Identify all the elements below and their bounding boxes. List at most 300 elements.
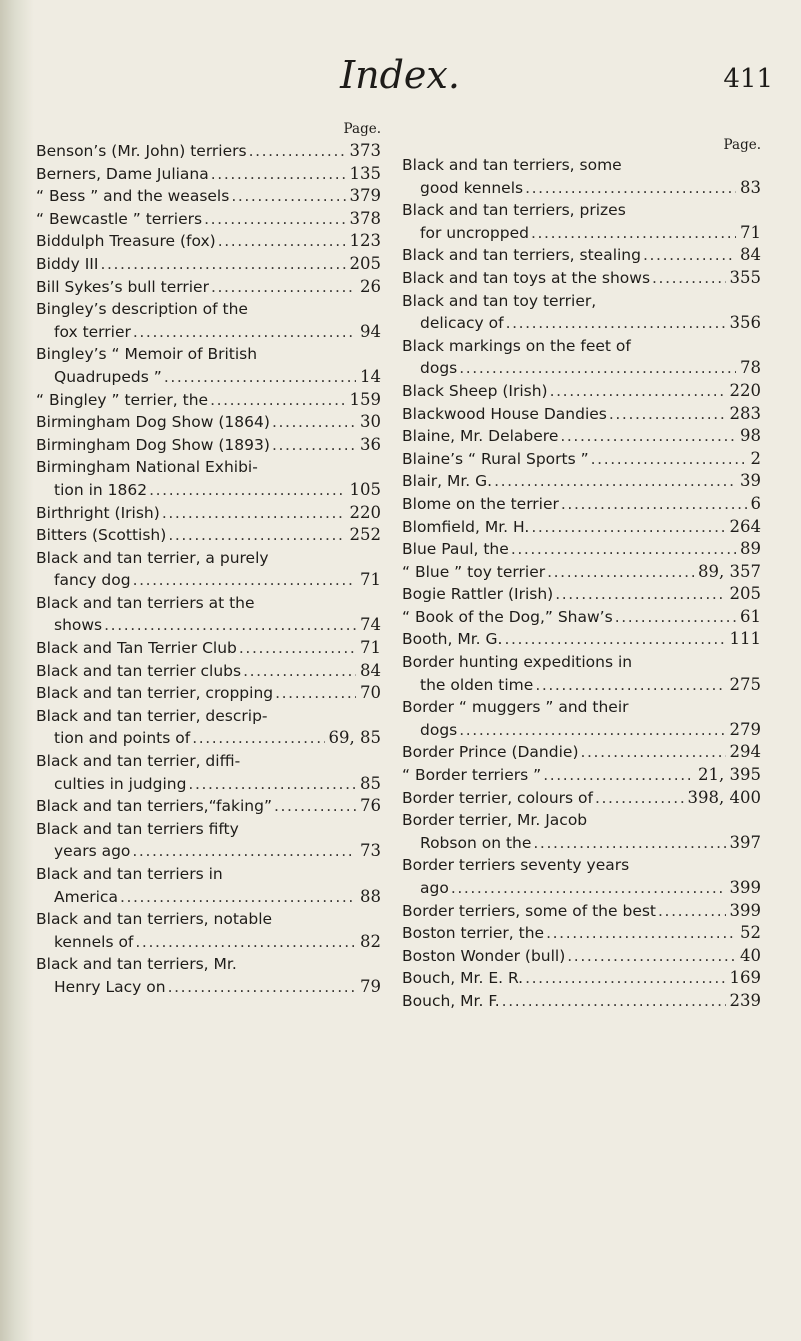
entry-text: Border “ muggers ” and their — [402, 698, 629, 717]
entry-line — [402, 290, 761, 313]
entry-line — [402, 628, 761, 651]
dot-leader — [652, 267, 725, 290]
entry-continuation-line — [402, 222, 761, 245]
dot-leader — [502, 990, 726, 1013]
entry-text: Blaine, Mr. Delabere — [402, 427, 559, 446]
entry-text: “ Border terriers ” — [402, 766, 542, 785]
entry-text: Black and tan toy terrier, — [402, 291, 597, 310]
entry-text: Bingley’s description of the — [36, 300, 248, 319]
dot-leader — [211, 276, 356, 299]
dot-leader — [550, 380, 726, 403]
dot-leader — [135, 931, 356, 954]
entry-text: Blackwood House Dandies — [402, 404, 607, 423]
entry-text: America — [54, 887, 118, 906]
entry-text: Black markings on the feet of — [402, 336, 631, 355]
page-reference: 220 — [729, 380, 761, 400]
page-reference: 105 — [349, 479, 381, 499]
page-reference: 73 — [360, 841, 381, 861]
entry-text: dogs — [420, 359, 458, 378]
entry-line — [402, 199, 761, 222]
entry-text: Blair, Mr. G. — [402, 472, 493, 491]
entry-line — [402, 606, 761, 629]
entry-line — [36, 298, 381, 321]
entry-text: the olden time — [420, 675, 534, 694]
entry-text: Bouch, Mr. E. R. — [402, 969, 524, 988]
index-entry — [402, 990, 761, 1013]
entry-text: Blaine’s “ Rural Sports ” — [402, 449, 589, 468]
dot-leader — [581, 741, 726, 764]
entry-line — [36, 592, 381, 615]
entry-line — [36, 140, 381, 163]
entry-line — [402, 741, 761, 764]
entry-line — [402, 990, 761, 1013]
entry-line — [402, 380, 761, 403]
index-entry — [402, 267, 761, 290]
entry-line — [36, 456, 381, 479]
index-entry — [36, 163, 381, 186]
dot-leader — [120, 886, 356, 909]
entry-text: Black and tan terriers at the — [36, 593, 255, 612]
entry-text: Berners, Dame Juliana — [36, 164, 209, 183]
dot-leader — [595, 787, 684, 810]
page-reference: 205 — [729, 584, 761, 604]
page-reference: 239 — [729, 990, 761, 1010]
dot-leader — [591, 448, 747, 471]
index-entry — [402, 764, 761, 787]
entry-text: Bill Sykes’s bull terrier — [36, 277, 209, 296]
index-entry — [36, 502, 381, 525]
dot-leader — [567, 945, 736, 968]
index-entry — [402, 425, 761, 448]
entry-text: Bitters (Scottish) — [36, 526, 167, 545]
page-reference: 169 — [729, 968, 761, 988]
dot-leader — [243, 660, 356, 683]
index-entry — [402, 154, 761, 199]
entry-text: “ Bess ” and the weasels — [36, 187, 230, 206]
dot-leader — [211, 163, 346, 186]
dot-leader — [560, 425, 736, 448]
entry-continuation-line — [36, 773, 381, 796]
page-reference: 378 — [349, 208, 381, 228]
index-column-left — [36, 120, 381, 999]
entry-line — [36, 276, 381, 299]
page-reference: 399 — [729, 900, 761, 920]
index-entry — [402, 380, 761, 403]
dot-leader — [561, 493, 747, 516]
dot-leader — [555, 583, 725, 606]
index-entry — [36, 276, 381, 299]
index-entry — [402, 922, 761, 945]
entry-line — [402, 244, 761, 267]
entry-text: Border terrier, colours of — [402, 788, 593, 807]
dot-leader — [494, 470, 736, 493]
entry-line — [36, 163, 381, 186]
index-entry — [402, 516, 761, 539]
entry-text: Black and tan terriers, prizes — [402, 201, 626, 220]
entry-continuation-line — [36, 976, 381, 999]
entry-line — [402, 403, 761, 426]
entry-line — [36, 818, 381, 841]
index-column-right — [402, 120, 761, 1013]
page-number: 411 — [723, 64, 773, 94]
entry-text: “ Bewcastle ” terriers — [36, 209, 203, 228]
entry-text: Border terrier, Mr. Jacob — [402, 811, 588, 830]
entry-line — [402, 425, 761, 448]
entry-line — [36, 908, 381, 931]
index-entry — [402, 854, 761, 899]
entry-line — [36, 863, 381, 886]
entry-continuation-line — [36, 886, 381, 909]
entry-line — [402, 583, 761, 606]
entry-text: Boston Wonder (bull) — [402, 946, 566, 965]
entry-text: Black and tan terrier, cropping — [36, 684, 274, 703]
dot-leader — [658, 900, 725, 923]
entry-continuation-line — [36, 366, 381, 389]
index-entry — [36, 863, 381, 908]
entry-text: Benson’s (Mr. John) terriers — [36, 142, 247, 160]
entry-line — [36, 705, 381, 728]
entry-text: Bogie Rattler (Irish) — [402, 585, 554, 604]
entry-line — [402, 651, 761, 674]
page-edge-shadow — [0, 0, 34, 1341]
page-reference: 74 — [360, 615, 381, 635]
page-reference: 14 — [360, 366, 381, 386]
index-entry — [402, 448, 761, 471]
page-reference: 98 — [740, 426, 761, 446]
entry-text: Booth, Mr. G. — [402, 630, 503, 649]
entry-text: Black and tan terriers, some — [402, 156, 622, 174]
index-entry — [402, 809, 761, 854]
entry-text: fancy dog — [54, 571, 131, 590]
dot-leader — [210, 389, 345, 412]
entry-text: Black and Tan Terrier Club — [36, 639, 237, 658]
page-reference: 26 — [360, 276, 381, 296]
dot-leader — [609, 403, 726, 426]
entry-text: Blome on the terrier — [402, 494, 559, 513]
dot-leader — [275, 682, 356, 705]
entry-continuation-line — [36, 840, 381, 863]
page-reference: 82 — [360, 931, 381, 951]
entry-text: for uncropped — [420, 223, 529, 242]
entry-line — [402, 809, 761, 832]
entry-text: Biddy III — [36, 254, 99, 273]
dot-leader — [274, 795, 356, 818]
entry-line — [36, 682, 381, 705]
index-entry — [36, 343, 381, 388]
entry-text: Black and tan terrier clubs — [36, 661, 242, 680]
index-entry — [402, 628, 761, 651]
index-entry — [402, 967, 761, 990]
entry-text: Black and tan terriers fifty — [36, 819, 239, 838]
page-reference: 83 — [740, 177, 761, 197]
dot-leader — [533, 832, 725, 855]
entry-text: Robson on the — [420, 833, 532, 852]
entry-text: Black Sheep (Irish) — [402, 381, 548, 400]
entry-line — [402, 516, 761, 539]
page-reference: 398, 400 — [687, 787, 761, 807]
entry-line — [36, 389, 381, 412]
entry-text: Birmingham Dog Show (1864) — [36, 413, 270, 432]
index-entry — [36, 456, 381, 501]
entry-text: “ Blue ” toy terrier — [402, 562, 546, 581]
index-entry — [36, 637, 381, 660]
entry-text: Black and tan terriers in — [36, 865, 223, 883]
dot-leader — [511, 538, 736, 561]
index-entry — [402, 787, 761, 810]
entry-line — [36, 524, 381, 547]
page-reference: 399 — [729, 878, 761, 897]
page-reference: 294 — [729, 742, 761, 762]
index-entry — [36, 547, 381, 592]
entry-text: Border terriers, some of the best — [402, 901, 657, 920]
page-reference: 252 — [349, 525, 381, 545]
entry-line — [402, 470, 761, 493]
entry-line — [402, 900, 761, 923]
index-entry — [36, 953, 381, 998]
page-reference: 36 — [360, 434, 381, 454]
page-reference: 88 — [360, 886, 381, 906]
entry-line — [402, 764, 761, 787]
entry-continuation-line — [36, 931, 381, 954]
dot-leader — [149, 479, 345, 502]
entry-line — [402, 538, 761, 561]
page-reference: 279 — [729, 719, 761, 739]
dot-leader — [133, 321, 356, 344]
entry-line — [36, 750, 381, 773]
entry-line — [36, 343, 381, 366]
page-reference: 220 — [349, 502, 381, 522]
entry-line — [36, 637, 381, 660]
page-reference: 205 — [349, 253, 381, 273]
index-entry — [402, 945, 761, 968]
entry-text: ago — [420, 879, 449, 897]
entry-text: fox terrier — [54, 322, 131, 341]
index-entry — [402, 244, 761, 267]
page-reference: 84 — [740, 245, 761, 265]
entry-text: delicacy of — [420, 314, 504, 333]
entry-text: Bingley’s “ Memoir of British — [36, 345, 258, 364]
index-entry — [402, 403, 761, 426]
dot-leader — [615, 606, 736, 629]
index-entry — [36, 230, 381, 253]
dot-leader — [162, 502, 346, 525]
index-entry — [402, 290, 761, 335]
entry-text: Border hunting expeditions in — [402, 653, 633, 672]
entry-text: tion in 1862 — [54, 480, 148, 499]
index-entry — [36, 389, 381, 412]
entry-text: Birthright (Irish) — [36, 503, 160, 522]
entry-line — [36, 795, 381, 818]
index-entry — [402, 583, 761, 606]
page-reference: 76 — [360, 796, 381, 816]
dot-leader — [132, 840, 356, 863]
index-entry — [36, 818, 381, 863]
index-entry — [36, 705, 381, 750]
page-reference: 61 — [740, 606, 761, 626]
dot-leader — [249, 140, 346, 163]
entry-text: Biddulph Treasure (fox) — [36, 232, 216, 251]
entry-line — [402, 967, 761, 990]
entry-text: kennels of — [54, 932, 134, 951]
entry-line — [36, 411, 381, 434]
column-header: Page. — [723, 137, 761, 153]
entry-line — [36, 547, 381, 570]
index-entry — [36, 140, 381, 163]
dot-leader — [100, 253, 345, 276]
page-reference: 264 — [729, 516, 761, 536]
entry-text: Black and tan terriers, notable — [36, 910, 273, 929]
page-reference: 78 — [740, 358, 761, 378]
entry-line — [36, 208, 381, 231]
dot-leader — [543, 764, 694, 787]
entry-text: Boston terrier, the — [402, 924, 545, 943]
entry-list — [36, 140, 381, 999]
index-entry — [36, 908, 381, 953]
page-reference: 71 — [360, 638, 381, 658]
dot-leader — [168, 524, 345, 547]
page-reference: 85 — [360, 773, 381, 793]
page-reference: 2 — [750, 448, 761, 468]
index-entry — [402, 651, 761, 696]
dot-leader — [459, 719, 725, 742]
entry-text: Border terriers seventy years — [402, 856, 630, 875]
entry-continuation-line — [402, 877, 761, 900]
index-entry — [402, 335, 761, 380]
dot-leader — [272, 411, 356, 434]
page-reference: 89, 357 — [698, 561, 761, 581]
entry-text: Black and tan terrier, descrip- — [36, 706, 268, 725]
page-reference: 111 — [729, 629, 761, 649]
entry-text: Border Prince (Dandie) — [402, 743, 579, 762]
entry-continuation-line — [36, 727, 381, 750]
column-header: Page. — [343, 121, 381, 137]
index-entry — [36, 185, 381, 208]
dot-leader — [531, 516, 725, 539]
page-reference: 123 — [349, 231, 381, 251]
entry-line — [402, 335, 761, 358]
entry-text: Black and tan terrier, a purely — [36, 548, 269, 567]
page-reference: 275 — [729, 674, 761, 694]
entry-text: Blue Paul, the — [402, 540, 509, 559]
index-entry — [402, 696, 761, 741]
index-entry — [402, 470, 761, 493]
page-title: Index. — [340, 53, 460, 97]
index-entry — [36, 411, 381, 434]
index-entry — [402, 538, 761, 561]
dot-leader — [104, 614, 356, 637]
index-entry — [402, 900, 761, 923]
dot-leader — [451, 877, 726, 900]
entry-text: “ Bingley ” terrier, the — [36, 390, 209, 409]
entry-line — [402, 561, 761, 584]
page-reference: 79 — [360, 976, 381, 996]
entry-text: “ Book of the Dog,” Shaw’s — [402, 607, 613, 626]
page-reference: 373 — [349, 141, 381, 160]
dot-leader — [272, 434, 356, 457]
index-entry — [36, 682, 381, 705]
index-entry — [402, 606, 761, 629]
entry-line — [402, 267, 761, 290]
index-entry — [36, 750, 381, 795]
entry-continuation-line — [36, 321, 381, 344]
entry-line — [402, 787, 761, 810]
entry-line — [402, 154, 761, 177]
entry-text: shows — [54, 616, 103, 635]
entry-line — [36, 660, 381, 683]
page-reference: 70 — [360, 683, 381, 703]
index-entry — [36, 434, 381, 457]
index-entry — [36, 298, 381, 343]
dot-leader — [643, 244, 736, 267]
entry-line — [36, 434, 381, 457]
entry-text: years ago — [54, 842, 131, 861]
entry-continuation-line — [36, 614, 381, 637]
entry-text: Black and tan terrier, diffi- — [36, 752, 241, 771]
page-reference: 356 — [729, 313, 761, 333]
page-reference: 71 — [360, 570, 381, 590]
entry-continuation-line — [402, 312, 761, 335]
page-reference: 89 — [740, 539, 761, 559]
dot-leader — [546, 922, 736, 945]
page-reference: 30 — [360, 412, 381, 432]
entry-text: Henry Lacy on — [54, 977, 166, 996]
entry-line — [36, 185, 381, 208]
index-entry — [36, 524, 381, 547]
entry-line — [36, 502, 381, 525]
page-reference: 69, 85 — [328, 728, 381, 748]
entry-text: tion and points of — [54, 729, 191, 748]
entry-line — [402, 854, 761, 877]
entry-text: Black and tan terriers, stealing — [402, 246, 641, 265]
dot-leader — [506, 312, 726, 335]
dot-leader — [535, 674, 725, 697]
entry-text: dogs — [420, 720, 458, 739]
page-reference: 52 — [740, 923, 761, 943]
dot-leader — [525, 177, 736, 200]
page-reference: 397 — [729, 832, 761, 852]
dot-leader — [459, 357, 736, 380]
dot-leader — [192, 727, 324, 750]
page-reference: 355 — [729, 267, 761, 287]
entry-line — [402, 448, 761, 471]
page-reference: 39 — [740, 471, 761, 491]
page-reference: 71 — [740, 222, 761, 242]
dot-leader — [188, 773, 356, 796]
entry-line — [36, 230, 381, 253]
page-reference: 379 — [349, 186, 381, 206]
entry-text: Quadrupeds ” — [54, 367, 162, 386]
dot-leader — [164, 366, 356, 389]
entry-line — [36, 253, 381, 276]
entry-line — [402, 945, 761, 968]
entry-text: culties in judging — [54, 774, 187, 793]
dot-leader — [204, 208, 345, 231]
entry-continuation-line — [402, 674, 761, 697]
index-entry — [36, 592, 381, 637]
entry-text: Blomfield, Mr. H. — [402, 517, 530, 536]
page-reference: 40 — [740, 945, 761, 965]
index-entry — [36, 208, 381, 231]
entry-continuation-line — [402, 719, 761, 742]
entry-continuation-line — [402, 832, 761, 855]
dot-leader — [531, 222, 736, 245]
entry-continuation-line — [402, 357, 761, 380]
index-entry — [402, 741, 761, 764]
entry-continuation-line — [402, 177, 761, 200]
entry-line — [36, 953, 381, 976]
dot-leader — [231, 185, 345, 208]
page-reference: 159 — [349, 389, 381, 409]
